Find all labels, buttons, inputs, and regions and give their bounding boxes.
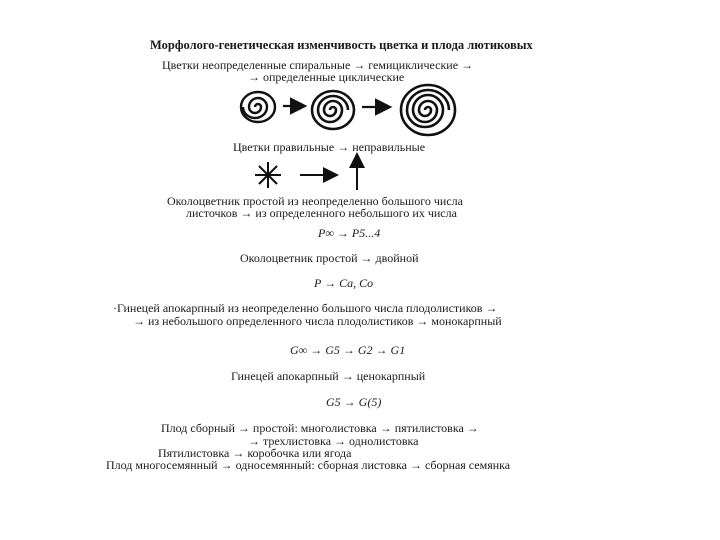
formula-perianth: P∞ → P5...4 [318,226,381,240]
line-gynoecium-coenocarpous: Гинецей апокарпный → ценокарпный [231,369,426,383]
line-gynoecium-apocarpous: ·Гинецей апокарпный из неопределенно большого числа плодолистиков → [113,301,498,315]
line-flower-types: Цветки неопределенные спиральные → гемициклические → [162,58,474,72]
page-title: Морфолого-генетическая изменчивость цветка и плода лютиковых [150,38,533,52]
line-perianth-simple-cont: листочков → из определенного небольшого их числа [186,206,457,220]
spiral-large-icon [401,85,455,135]
line-fruit-seeds: Плод многосемянный → односемянный: сборная листовка → сборная семянка [106,458,511,472]
spiral-small-icon [241,92,275,122]
line-flower-types-cont: → определенные циклические [248,70,405,84]
formula-gynoecium: G∞ → G5 → G2 → G1 [290,343,406,357]
line-fruit-capsule: Пятилистовка → коробочка или ягода [158,446,352,460]
line-fruit-aggregate: Плод сборный → простой: многолистовка → пятилистовка → [161,421,479,435]
formula-gynoecium-2: G5 → G(5) [326,395,382,409]
line-perianth-double: Околоцветник простой → двойной [240,251,419,265]
line-fruit-aggregate-cont: → трехлистовка → однолистовка [248,434,419,448]
formula-calyx-corolla: P → Ca, Co [314,276,374,290]
line-gynoecium-apocarpous-cont: → из небольшого определенного числа плодолистиков → монокарпный [133,314,502,328]
spiral-medium-icon [312,91,354,129]
line-perianth-simple: Околоцветник простой из неопределенно большого числа [167,194,463,208]
line-regular-flowers: Цветки правильные → неправильные [233,140,426,154]
star-flower-icon [255,162,281,188]
